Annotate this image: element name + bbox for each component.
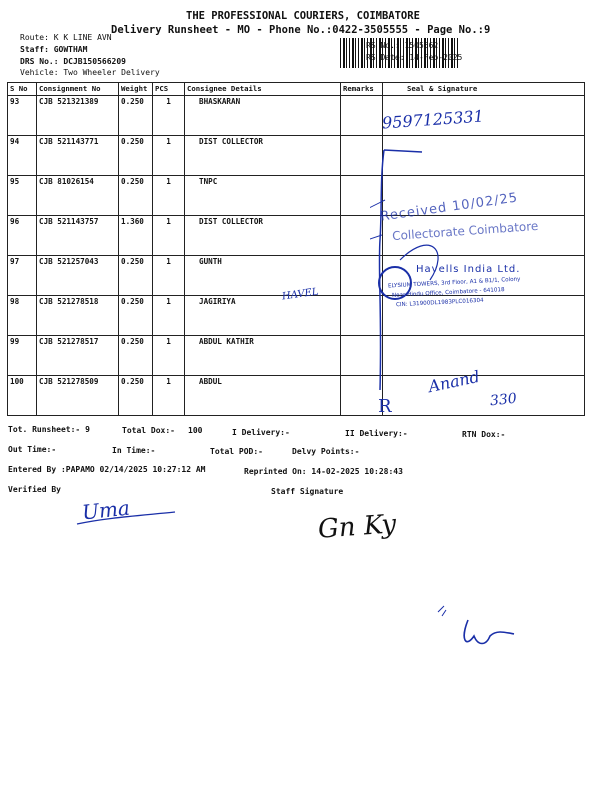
col-pcs: PCS — [153, 83, 185, 96]
tot-runsheet: Tot. Runsheet:- 9 — [8, 425, 90, 434]
out-time: Out Time:- — [8, 445, 57, 454]
cell-weight: 0.250 — [119, 376, 153, 416]
route: Route: K K LINE AVN — [20, 33, 112, 42]
cell-consignment: CJB 81026154 — [37, 176, 119, 216]
cell-pcs: 1 — [153, 96, 185, 136]
cell-weight: 0.250 — [119, 136, 153, 176]
cell-weight: 0.250 — [119, 296, 153, 336]
delvy-points: Delvy Points:- — [292, 447, 360, 456]
cell-consignee: GUNTH — [185, 256, 341, 296]
stamp-line-4: CIN: L31900DL1983PLC016304 — [395, 297, 484, 309]
havells-stamp — [378, 266, 578, 322]
handwritten-number-100: 330 — [489, 390, 518, 410]
cell-sno: 99 — [8, 336, 37, 376]
cell-consignment: CJB 521257043 — [37, 256, 119, 296]
cell-remarks — [341, 96, 383, 136]
ii-delivery: II Delivery:- — [345, 429, 408, 438]
col-seal-signature: Seal & Signature — [383, 83, 585, 96]
cell-pcs: 1 — [153, 296, 185, 336]
reprinted-on: Reprinted On: 14-02-2025 10:28:43 — [244, 467, 403, 476]
handwritten-signature-100: Anand — [426, 366, 482, 397]
company-name: THE PROFESSIONAL COURIERS, COIMBATORE — [186, 10, 420, 22]
in-time: In Time:- — [112, 446, 156, 455]
collectorate-stamp: Collectorate Coimbatore — [391, 218, 539, 244]
total-dox-label: Total Dox:- — [122, 426, 175, 435]
cell-weight: 0.250 — [119, 176, 153, 216]
col-weight: Weight — [119, 83, 153, 96]
handwritten-r-mark: R — [378, 396, 392, 417]
rtn-dox: RTN Dox:- — [462, 430, 506, 439]
total-dox-value: 100 — [188, 426, 203, 435]
cell-sno: 96 — [8, 216, 37, 256]
entered-by: Entered By :PAPAMO 02/14/2025 10:27:12 AM — [8, 465, 206, 474]
cell-weight: 0.250 — [119, 336, 153, 376]
i-delivery: I Delivery:- — [232, 428, 290, 437]
cell-sno: 94 — [8, 136, 37, 176]
rs-number: RS No.: 1505662 — [366, 41, 439, 50]
cell-sno: 98 — [8, 296, 37, 336]
cell-sno: 93 — [8, 96, 37, 136]
cell-consignment: CJB 521321389 — [37, 96, 119, 136]
col-remarks: Remarks — [341, 83, 383, 96]
cell-pcs: 1 — [153, 376, 185, 416]
table-row — [8, 96, 585, 136]
cell-consignment: CJB 521143771 — [37, 136, 119, 176]
cell-pcs: 1 — [153, 136, 185, 176]
cell-consignee: ABDUL — [185, 376, 341, 416]
cell-pcs: 1 — [153, 176, 185, 216]
rs-date: RS Date: 14-Feb-2025 — [366, 53, 463, 62]
col-consignee: Consignee Details — [185, 83, 341, 96]
col-sno: S No — [8, 83, 37, 96]
staff-signature: Gn Ky — [317, 509, 398, 545]
cell-consignment: CJB 521143757 — [37, 216, 119, 256]
vehicle: Vehicle: Two Wheeler Delivery — [20, 68, 160, 77]
verified-signature-underline — [75, 510, 185, 530]
stamp-line-2: ELYSIUM TOWERS, 3rd Floor, A1 & B1/1, Colony — [387, 276, 521, 290]
runsheet-title: Delivery Runsheet - MO - Phone No.:0422-3505555 - Page No.:9 — [111, 24, 491, 36]
col-consignment: Consignment No — [37, 83, 119, 96]
cell-consignee: ABDUL KATHIR — [185, 336, 341, 376]
table-header-row — [8, 83, 585, 96]
cell-consignee: DIST COLLECTOR — [185, 136, 341, 176]
drs-number: DRS No.: DCJB150566209 — [20, 57, 126, 66]
cell-weight: 0.250 — [119, 96, 153, 136]
cell-sno: 100 — [8, 376, 37, 416]
cell-consignee: JAGIRIYA — [185, 296, 341, 336]
staff: Staff: GOWTHAM — [20, 45, 88, 54]
cell-consignment: CJB 521278517 — [37, 336, 119, 376]
stamp-line-3: Near Hindu Office, Coimbatore - 641018 — [391, 287, 505, 299]
total-pod: Total POD:- — [210, 447, 263, 456]
cell-pcs: 1 — [153, 216, 185, 256]
handwritten-remark: HAVEL — [281, 286, 320, 303]
cell-pcs: 1 — [153, 256, 185, 296]
cell-consignee: DIST COLLECTOR — [185, 216, 341, 256]
cell-pcs: 1 — [153, 336, 185, 376]
staff-signature-label: Staff Signature — [271, 487, 344, 496]
stray-ink-mark — [430, 600, 530, 660]
cell-sno: 95 — [8, 176, 37, 216]
stamp-line-1: Havells India Ltd. — [416, 264, 521, 275]
cell-weight: 0.250 — [119, 256, 153, 296]
handwritten-phone: 9597125331 — [381, 106, 485, 133]
cell-consignee: BHASKARAN — [185, 96, 341, 136]
cell-weight: 1.360 — [119, 216, 153, 256]
cell-consignment: CJB 521278509 — [37, 376, 119, 416]
verified-signature: Uma — [80, 495, 131, 525]
verified-by-label: Verified By — [8, 485, 61, 494]
cell-sno: 97 — [8, 256, 37, 296]
received-stamp: Received 10/02/25 — [379, 190, 520, 225]
cell-consignee: TNPC — [185, 176, 341, 216]
cell-consignment: CJB 521278518 — [37, 296, 119, 336]
